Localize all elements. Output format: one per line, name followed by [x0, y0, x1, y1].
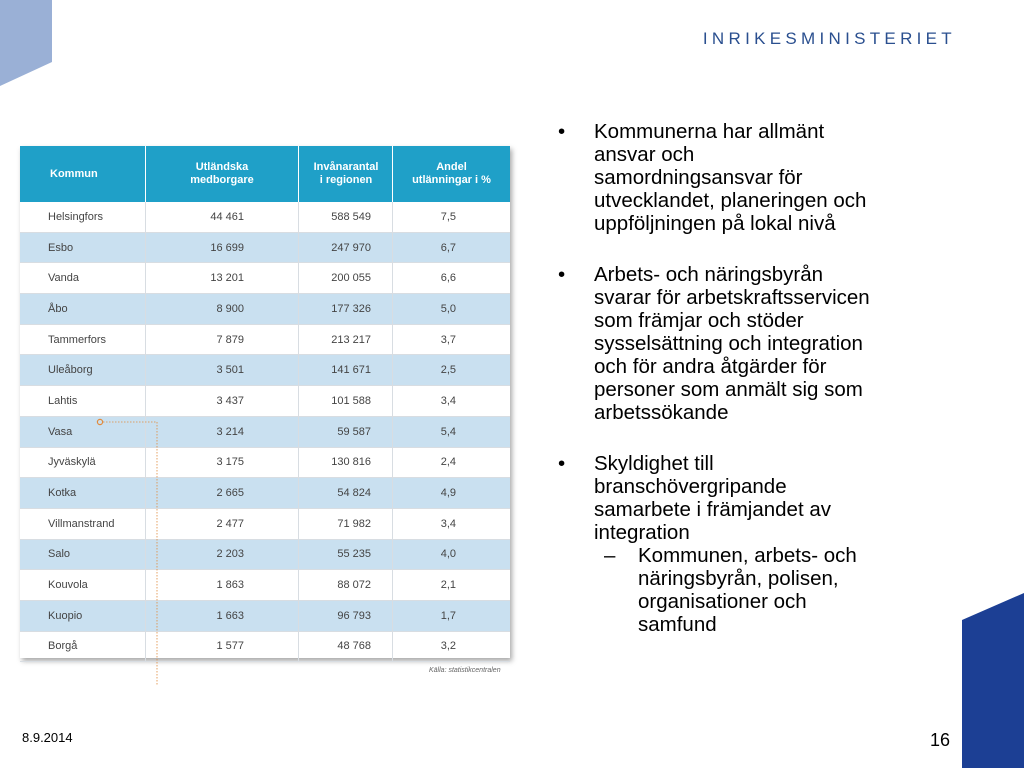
- cell-population: 96 793: [337, 609, 371, 622]
- cell-share: 3,4: [440, 517, 456, 530]
- cell-foreign-citizens: 1 663: [216, 609, 244, 622]
- cell-population: 88 072: [337, 579, 371, 592]
- bullet-line: ansvar och: [594, 143, 695, 166]
- bullet-line: svarar för arbetskraftsservicen: [594, 286, 870, 309]
- bullet-line: Kommunerna har allmänt: [594, 120, 825, 143]
- bullet-line: samarbete i främjandet av: [594, 498, 832, 521]
- table-row: [20, 263, 510, 294]
- sub-bullet-line: näringsbyrån, polisen,: [638, 567, 839, 590]
- header-pop-l1: Invånarantal: [313, 161, 379, 173]
- cell-foreign-citizens: 16 699: [210, 241, 244, 254]
- cell-foreign-citizens: 3 175: [216, 456, 244, 469]
- bullet-line: Skyldighet till: [594, 452, 714, 475]
- cell-population: 588 549: [331, 210, 371, 223]
- bullet-line: och för andra åtgärder för: [594, 355, 827, 378]
- cell-kommun: Salo: [48, 548, 71, 561]
- bullet-line: Arbets- och näringsbyrån: [594, 263, 824, 286]
- cell-population: 141 671: [331, 364, 371, 377]
- table-row: [20, 417, 510, 448]
- cell-share: 3,7: [440, 333, 456, 346]
- header-kommun: Kommun: [50, 167, 98, 180]
- sub-bullet-marker: –: [604, 544, 616, 567]
- cell-population: 59 587: [337, 425, 371, 438]
- bullet-line: sysselsättning och integration: [594, 332, 863, 355]
- cell-share: 6,7: [440, 241, 456, 254]
- table-row: [20, 478, 510, 509]
- cell-share: 2,4: [440, 456, 456, 469]
- cell-kommun: Villmanstrand: [48, 517, 115, 530]
- header-pop-l2: i regionen: [319, 174, 373, 186]
- cell-foreign-citizens: 3 501: [216, 364, 244, 377]
- table-row: [20, 386, 510, 417]
- cell-share: 6,6: [440, 272, 456, 285]
- page-number: 16: [930, 730, 951, 750]
- cell-population: 101 588: [331, 394, 371, 407]
- table-row: [20, 540, 510, 571]
- cell-population: 200 055: [331, 272, 371, 285]
- cell-foreign-citizens: 3 437: [216, 394, 244, 407]
- cell-population: 54 824: [337, 487, 371, 500]
- header-share: [393, 146, 510, 202]
- statistics-table: [20, 146, 510, 658]
- cell-foreign-citizens: 2 477: [216, 517, 244, 530]
- bullet-line: uppföljningen på lokal nivå: [594, 212, 836, 235]
- table-row: [20, 294, 510, 325]
- table-row: [20, 233, 510, 264]
- sub-bullet-line: organisationer och: [638, 590, 807, 613]
- table-source: Källa: statistikcentralen: [429, 667, 501, 674]
- sub-bullet-line: samfund: [638, 613, 717, 636]
- cell-share: 2,5: [440, 364, 456, 377]
- cell-kommun: Lahtis: [48, 394, 78, 407]
- ministry-brand: INRIKESMINISTERIET: [702, 29, 956, 48]
- cell-kommun: Vasa: [48, 425, 73, 438]
- cell-population: 48 768: [337, 640, 371, 653]
- cell-kommun: Helsingfors: [48, 210, 104, 223]
- table-row: [20, 325, 510, 356]
- cell-foreign-citizens: 2 203: [216, 548, 244, 561]
- bullet-list: [558, 120, 953, 636]
- table-row: [20, 632, 510, 663]
- cell-population: 177 326: [331, 302, 371, 315]
- cell-kommun: Uleåborg: [48, 364, 93, 377]
- bullet-line: personer som anmält sig som: [594, 378, 863, 401]
- sub-bullet-line: Kommunen, arbets- och: [638, 544, 857, 567]
- bullet-item: [558, 263, 953, 424]
- cell-kommun: Åbo: [48, 302, 68, 315]
- cell-kommun: Kotka: [48, 487, 77, 500]
- cell-share: 5,0: [440, 302, 456, 315]
- table-header: [20, 146, 510, 202]
- cell-population: 130 816: [331, 456, 371, 469]
- table-row: [20, 448, 510, 479]
- cell-kommun: Jyväskylä: [48, 456, 96, 469]
- bullet-item: [558, 120, 953, 235]
- cell-foreign-citizens: 3 214: [216, 425, 244, 438]
- cell-share: 2,1: [440, 579, 456, 592]
- table-row: [20, 202, 510, 233]
- bullet-item: [558, 452, 953, 544]
- table-row: [20, 355, 510, 386]
- bullet-marker: •: [558, 452, 566, 475]
- table-body: [20, 202, 510, 662]
- cell-share: 4,9: [440, 487, 456, 500]
- cell-population: 247 970: [331, 241, 371, 254]
- cell-kommun: Vanda: [48, 272, 79, 285]
- corner-decoration-bottom-right: [962, 593, 1024, 768]
- connector-line: [96, 418, 160, 688]
- corner-decoration-top-left: [0, 0, 54, 86]
- header-foreign-l2: medborgare: [190, 174, 254, 186]
- header-foreign-citizens: [146, 146, 298, 202]
- header-foreign-l1: Utländska: [195, 161, 249, 173]
- cell-kommun: Esbo: [48, 241, 74, 254]
- footer-date: 8.9.2014: [22, 730, 73, 745]
- bullet-marker: •: [558, 120, 566, 143]
- cell-share: 5,4: [440, 425, 456, 438]
- cell-kommun: Tammerfors: [48, 333, 107, 346]
- cell-share: 1,7: [440, 609, 456, 622]
- header-population: [299, 146, 393, 202]
- cell-share: 7,5: [440, 210, 456, 223]
- bullet-line: branschövergripande: [594, 475, 787, 498]
- cell-foreign-citizens: 44 461: [210, 210, 244, 223]
- cell-share: 3,2: [440, 640, 456, 653]
- cell-foreign-citizens: 1 863: [216, 579, 244, 592]
- cell-kommun: Borgå: [48, 640, 78, 653]
- bullet-marker: •: [558, 263, 566, 286]
- cell-share: 4,0: [440, 548, 456, 561]
- cell-population: 55 235: [337, 548, 371, 561]
- cell-share: 3,4: [440, 394, 456, 407]
- cell-kommun: Kouvola: [48, 579, 88, 592]
- header-share-l1: Andel: [436, 161, 467, 173]
- cell-foreign-citizens: 2 665: [216, 487, 244, 500]
- cell-foreign-citizens: 7 879: [216, 333, 244, 346]
- cell-population: 71 982: [337, 517, 371, 530]
- table-row: [20, 509, 510, 540]
- bullet-line: som främjar och stöder: [594, 309, 804, 332]
- bullet-line: integration: [594, 521, 690, 544]
- cell-population: 213 217: [331, 333, 371, 346]
- bullet-line: arbetssökande: [594, 401, 729, 424]
- bullet-line: utvecklandet, planeringen och: [594, 189, 867, 212]
- table-row: [20, 601, 510, 632]
- table-row: [20, 570, 510, 601]
- sub-bullet-item: [558, 544, 953, 636]
- cell-kommun: Kuopio: [48, 609, 83, 622]
- cell-foreign-citizens: 8 900: [216, 302, 244, 315]
- header-share-l2: utlänningar i %: [412, 174, 491, 186]
- bullet-line: samordningsansvar för: [594, 166, 803, 189]
- cell-foreign-citizens: 1 577: [216, 640, 244, 653]
- cell-foreign-citizens: 13 201: [210, 272, 244, 285]
